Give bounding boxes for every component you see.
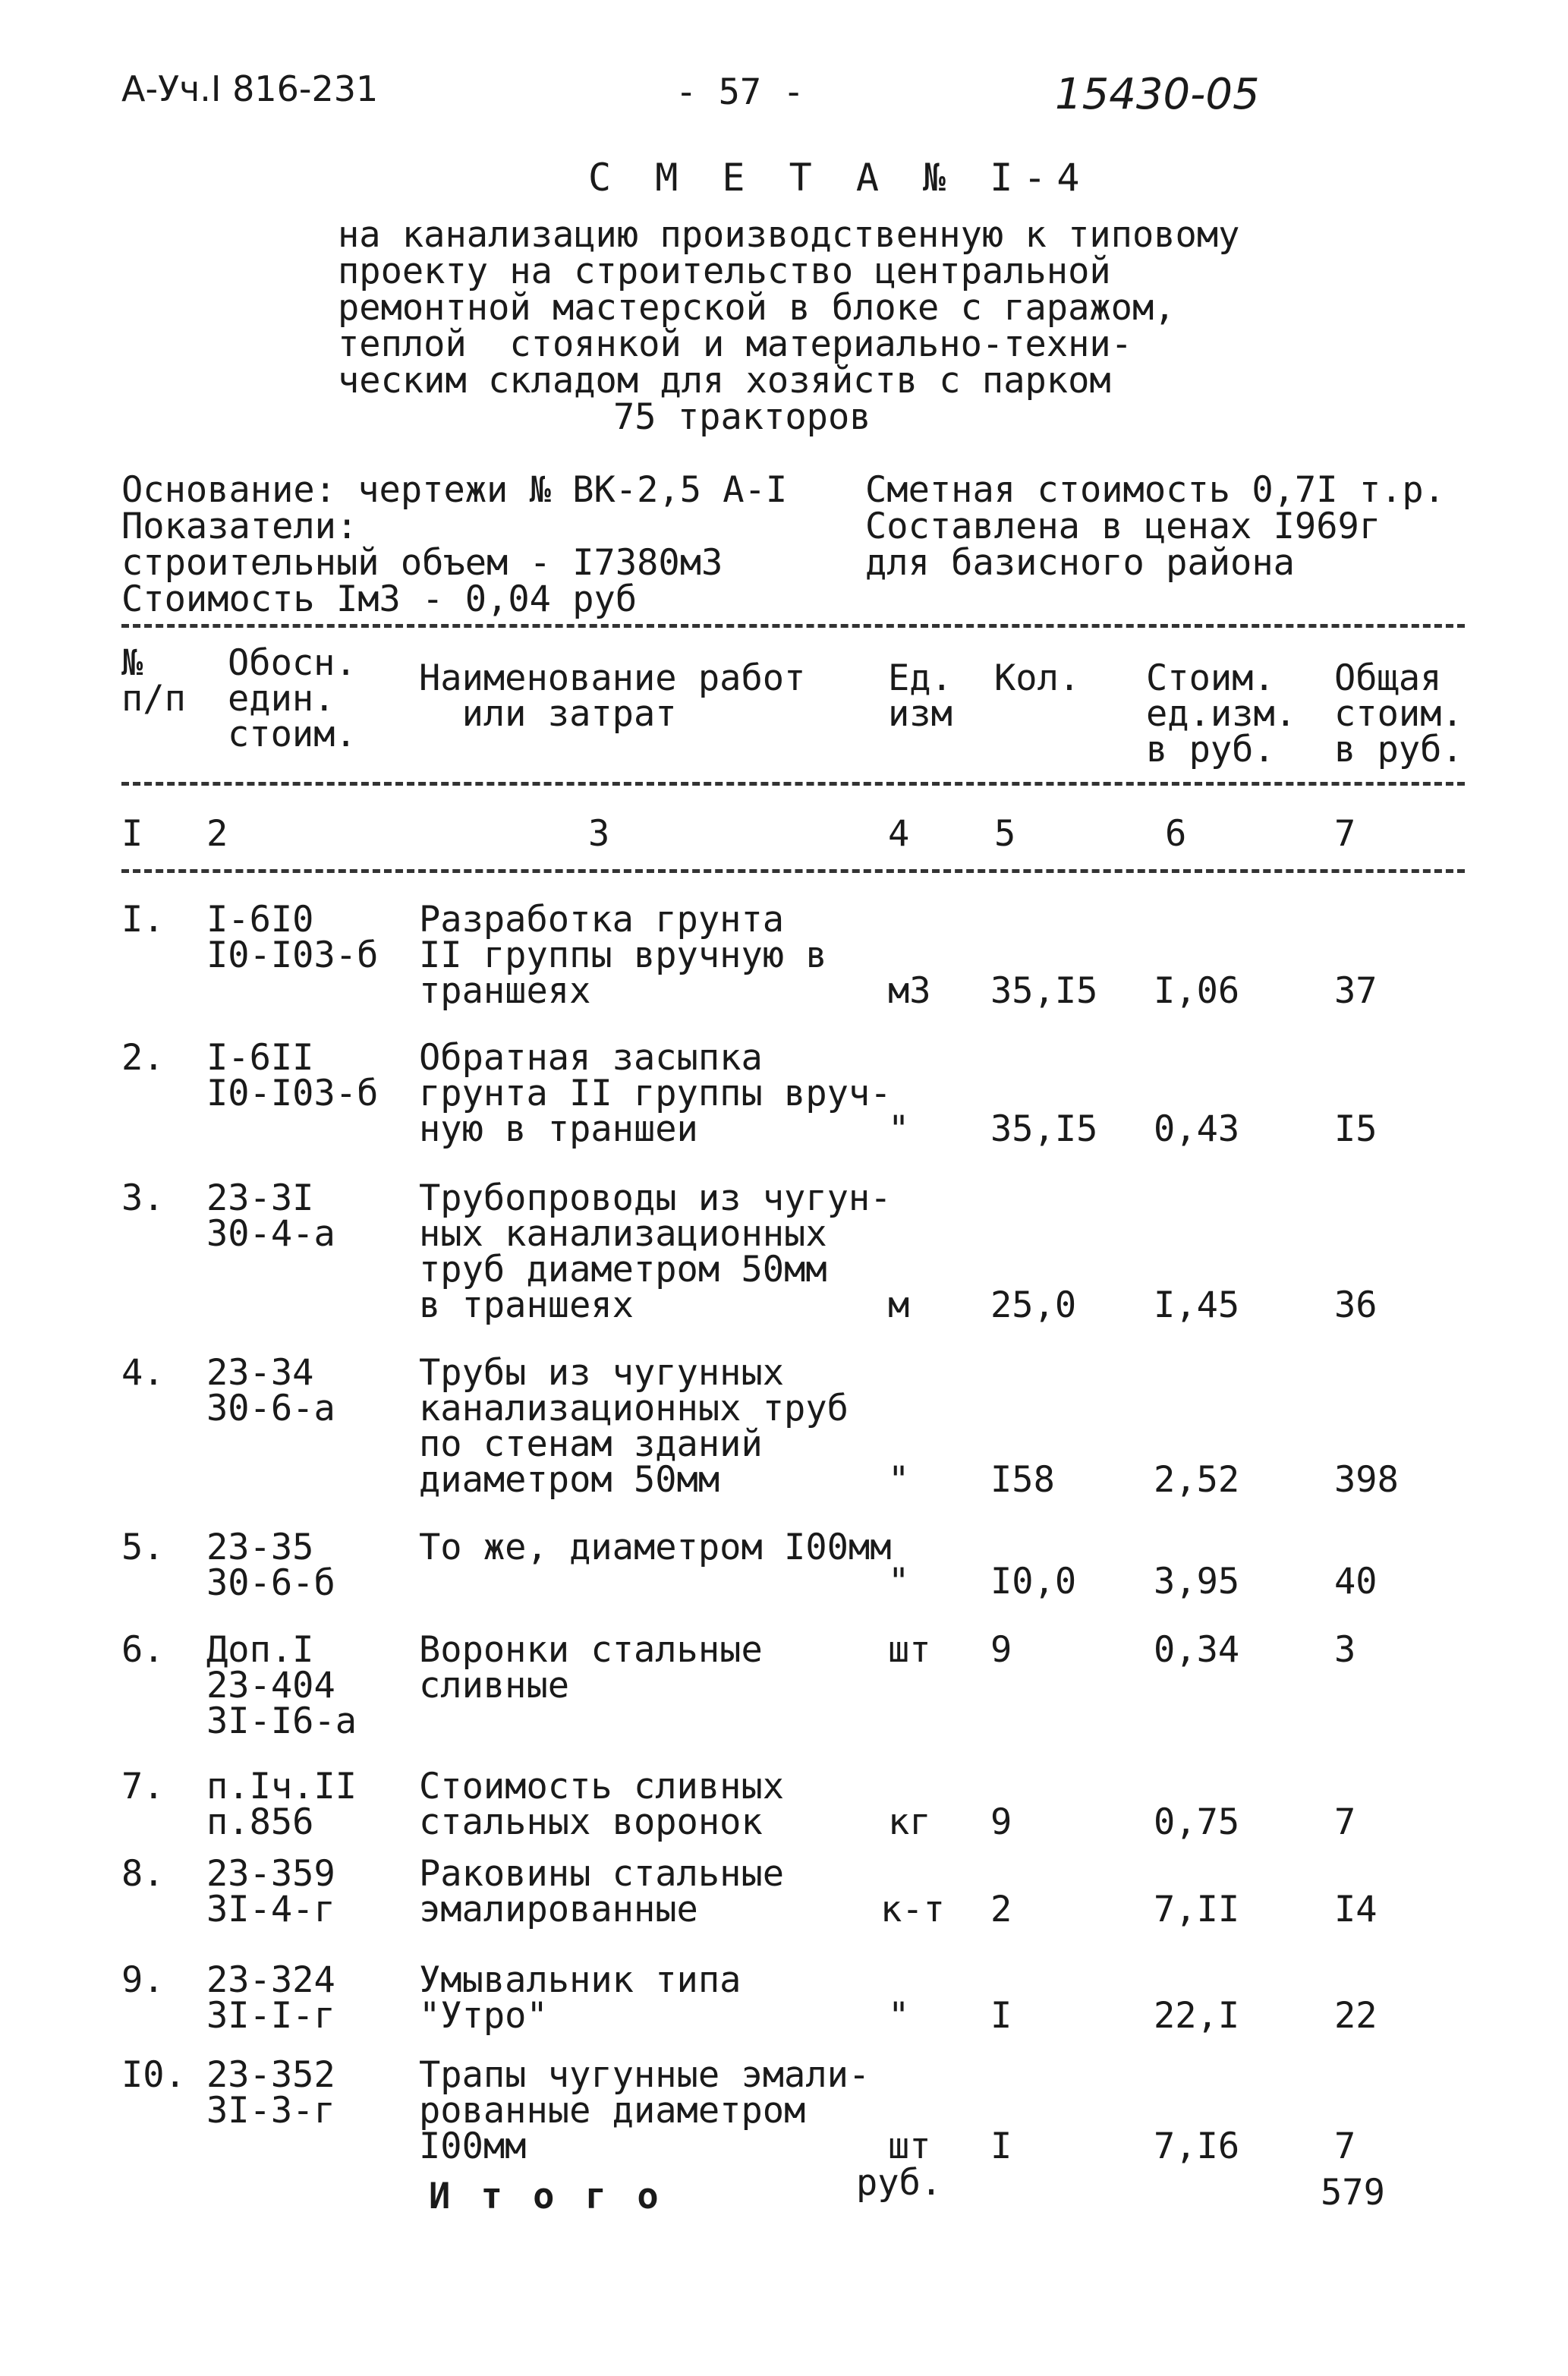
subtitle-line: проекту на строительство центральной [338, 251, 1111, 292]
row-work-name: по стенам зданий [419, 1423, 763, 1465]
row-work-name: траншеях [419, 970, 591, 1012]
row-basis-code: I-6I0 [206, 899, 314, 941]
header-total: Общая стоим. в руб. [1334, 657, 1463, 770]
column-number: 5 [994, 813, 1016, 855]
subtitle-line: теплой стоянкой и материально-техни- [338, 323, 1132, 365]
column-number: 3 [588, 813, 610, 855]
basis: Основание: чертежи № ВК-2,5 А-I [121, 469, 788, 511]
row-unit-price: I,06 [1154, 970, 1240, 1012]
region: для базисного района [865, 542, 1295, 584]
document-title: С М Е Т А № I-4 [588, 156, 1091, 200]
row-basis-code: п.Iч.II [206, 1766, 357, 1807]
row-unit: кг [888, 1801, 931, 1843]
doc-number: 15430-05 [1055, 70, 1260, 119]
row-unit-price: I,45 [1154, 1284, 1240, 1326]
total-label: И т о г о [429, 2176, 663, 2217]
subtitle-line: 75 тракторов [613, 396, 871, 438]
row-work-name: Трапы чугунные эмали- [419, 2054, 871, 2096]
subtitle-line: ческим складом для хозяйств с парком [338, 360, 1111, 402]
header-unit: Ед. изм [888, 657, 952, 735]
row-unit: м3 [888, 970, 931, 1012]
total-value: 579 [1321, 2172, 1385, 2214]
row-work-name: Обратная засыпка [419, 1037, 763, 1079]
row-total: 398 [1334, 1459, 1399, 1501]
row-work-name: Трубопроводы из чугун- [419, 1177, 892, 1219]
row-quantity: 25,0 [990, 1284, 1077, 1326]
row-unit: " [888, 1561, 910, 1602]
row-basis-code: 3I-I6-а [206, 1700, 357, 1742]
row-work-name: Разработка грунта [419, 899, 785, 941]
row-quantity: 35,I5 [990, 970, 1098, 1012]
row-number: 3. [121, 1177, 165, 1219]
row-quantity: 35,I5 [990, 1108, 1098, 1150]
row-basis-code: 30-6-а [206, 1388, 335, 1429]
row-basis-code: 23-3I [206, 1177, 314, 1219]
row-unit: к-т [880, 1889, 945, 1930]
subtitle-line: ремонтной мастерской в блоке с гаражом, [338, 287, 1176, 329]
divider [121, 869, 1465, 873]
row-number: 8. [121, 1853, 165, 1895]
row-work-name: стальных воронок [419, 1801, 763, 1843]
row-basis-code: I0-I03-б [206, 1073, 379, 1114]
row-unit: " [888, 1108, 910, 1150]
row-work-name: диаметром 50мм [419, 1459, 720, 1501]
row-number: I. [121, 899, 165, 941]
row-basis-code: Доп.I [206, 1629, 314, 1671]
header-price: Стоим. ед.изм. в руб. [1146, 657, 1297, 770]
row-number: I0. [121, 2054, 186, 2096]
row-work-name: канализационных труб [419, 1388, 849, 1429]
row-unit-price: 22,I [1154, 1995, 1240, 2037]
column-number: I [121, 813, 143, 855]
row-unit-price: 7,I6 [1154, 2125, 1240, 2167]
header-num: № п/п [121, 642, 186, 720]
archive-code: А-Уч.I 816-231 [121, 68, 379, 109]
subtitle-line: на канализацию производственную к типовому [338, 214, 1240, 256]
row-basis-code: 3I-4-г [206, 1889, 335, 1930]
row-number: 5. [121, 1527, 165, 1568]
row-basis-code: 30-4-а [206, 1213, 335, 1255]
price-basis: Составлена в ценах I969г [865, 506, 1381, 547]
row-number: 9. [121, 1959, 165, 2001]
row-total: I5 [1334, 1108, 1378, 1150]
estimated-cost: Сметная стоимость 0,7I т.р. [865, 469, 1446, 511]
row-number: 7. [121, 1766, 165, 1807]
row-unit: шт [888, 1629, 931, 1671]
row-work-name: Стоимость сливных [419, 1766, 785, 1807]
row-work-name: Раковины стальные [419, 1853, 785, 1895]
row-basis-code: п.856 [206, 1801, 314, 1843]
row-unit-price: 0,43 [1154, 1108, 1240, 1150]
row-work-name: I00мм [419, 2125, 527, 2167]
row-total: 7 [1334, 1801, 1356, 1843]
row-basis-code: 23-352 [206, 2054, 335, 2096]
row-quantity: 9 [990, 1629, 1012, 1671]
divider [121, 624, 1465, 628]
column-number: 4 [888, 813, 910, 855]
row-number: 4. [121, 1352, 165, 1394]
header-name: Наименование работ или затрат [419, 657, 806, 735]
row-total: 22 [1334, 1995, 1378, 2037]
total-unit: руб. [856, 2162, 943, 2204]
row-work-name: То же, диаметром I00мм [419, 1527, 892, 1568]
row-basis-code: 23-34 [206, 1352, 314, 1394]
indicators-label: Показатели: [121, 506, 358, 547]
row-number: 2. [121, 1037, 165, 1079]
row-work-name: грунта II группы вруч- [419, 1073, 892, 1114]
row-work-name: в траншеях [419, 1284, 634, 1326]
row-work-name: ных канализационных [419, 1213, 827, 1255]
row-quantity: I58 [990, 1459, 1055, 1501]
header-basis: Обосн. един. стоим. [228, 642, 357, 755]
row-work-name: "Утро" [419, 1995, 548, 2037]
row-number: 6. [121, 1629, 165, 1671]
row-basis-code: 3I-I-г [206, 1995, 335, 2037]
row-quantity: 2 [990, 1889, 1012, 1930]
row-total: 37 [1334, 970, 1378, 1012]
row-basis-code: 23-359 [206, 1853, 335, 1895]
row-unit: м [888, 1284, 910, 1326]
row-basis-code: 23-324 [206, 1959, 335, 2001]
column-number: 6 [1165, 813, 1187, 855]
row-unit-price: 2,52 [1154, 1459, 1240, 1501]
row-unit: " [888, 1459, 910, 1501]
row-quantity: I0,0 [990, 1561, 1077, 1602]
row-unit: " [888, 1995, 910, 2037]
row-work-name: труб диаметром 50мм [419, 1249, 827, 1290]
row-total: 36 [1334, 1284, 1378, 1326]
row-work-name: сливные [419, 1665, 570, 1706]
row-work-name: Трубы из чугунных [419, 1352, 785, 1394]
row-total: 7 [1334, 2125, 1356, 2167]
row-quantity: I [990, 2125, 1012, 2167]
row-basis-code: I0-I03-б [206, 934, 379, 976]
row-unit-price: 0,75 [1154, 1801, 1240, 1843]
row-work-name: II группы вручную в [419, 934, 827, 976]
row-total: I4 [1334, 1889, 1378, 1930]
row-work-name: ную в траншеи [419, 1108, 698, 1150]
column-number: 2 [206, 813, 228, 855]
row-basis-code: 23-35 [206, 1527, 314, 1568]
row-basis-code: 3I-3-г [206, 2090, 335, 2132]
row-basis-code: 23-404 [206, 1665, 335, 1706]
row-total: 40 [1334, 1561, 1378, 1602]
row-work-name: Воронки стальные [419, 1629, 763, 1671]
row-unit: шт [888, 2125, 931, 2167]
row-unit-price: 0,34 [1154, 1629, 1240, 1671]
row-work-name: рованные диаметром [419, 2090, 806, 2132]
building-volume: строительный объем - I7380м3 [121, 542, 723, 584]
row-work-name: Умывальник типа [419, 1959, 741, 2001]
column-number: 7 [1334, 813, 1356, 855]
header-qty: Кол. [994, 657, 1081, 699]
page-number: - 57 - [675, 71, 804, 113]
row-unit-price: 7,II [1154, 1889, 1240, 1930]
row-quantity: 9 [990, 1801, 1012, 1843]
row-basis-code: I-6II [206, 1037, 314, 1079]
row-work-name: эмалированные [419, 1889, 698, 1930]
divider [121, 782, 1465, 786]
row-quantity: I [990, 1995, 1012, 2037]
row-unit-price: 3,95 [1154, 1561, 1240, 1602]
row-total: 3 [1334, 1629, 1356, 1671]
unit-cost: Стоимость Iм3 - 0,04 руб [121, 578, 638, 620]
row-basis-code: 30-6-б [206, 1562, 335, 1604]
